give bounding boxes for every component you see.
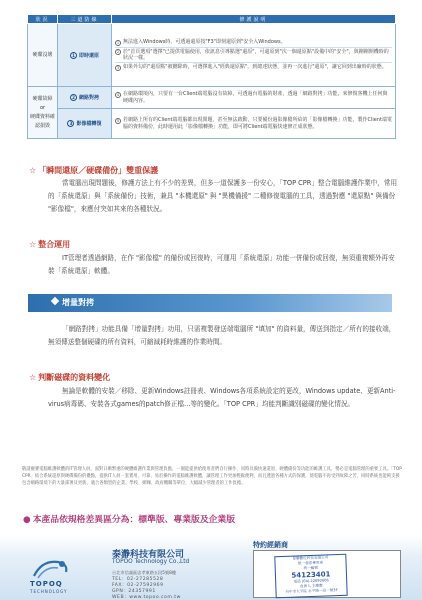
mode-cell [58, 87, 112, 109]
description-item [115, 38, 392, 47]
section-body-dual-protection: 當電腦出現問題後，修護方法上有不少的差異，但多一道保護多一份安心，「TOP CPR」整合電腦維護作業中，常用的「系統還原」與「系統備份」技術，兼具 "本機還原" 與 "異機備援" 二種修復電腦的工具，透過對應 "還原點" 與備份 "影像檔"，來應付突如其來的各種狀況。 [48, 179, 398, 213]
logo-wordmark: TOPOQ [30, 580, 63, 588]
mode-label: 影像檔轉復 [76, 121, 102, 127]
section-title-dual-protection [29, 165, 158, 176]
company-name: 泰瀞科技有限公司 [112, 550, 185, 560]
item-number: 4 [116, 92, 120, 97]
edition-highlight-text: 本產品依規格差異區分為：標準版、專業版及企業版 [32, 515, 236, 525]
company-name-english: TOPOO Technology Co.,Ltd [112, 559, 190, 565]
stamp-number: 54123401 [291, 570, 331, 580]
company-address: 台北市信義區忠孝東路五段5號8樓 [112, 570, 176, 575]
description-item [115, 47, 392, 63]
mode-number: 2 [70, 94, 77, 101]
header-defense: 三道防線 [58, 15, 112, 24]
section-body-incremental-copy: 「網路對拷」功能具備「增量對拷」功用，只需複製發送端電腦所 "填加" 的資料量，傳送到指定／所有的接收端，無須傳送整個硬碟的所有資料，可縮減耗時維護的作業時間。 [48, 325, 396, 346]
section-title-text: 整合運用 [38, 240, 71, 249]
status-cell: 硬碟故障 or 硬碟資料確認損毀 [28, 87, 58, 139]
company-gpn: GPN：24357991 [112, 589, 156, 594]
stamp-line: 統一發票專用章 [297, 560, 324, 566]
table-row [28, 109, 396, 139]
section-title-text: 判斷磁碟的資料變化 [38, 373, 111, 382]
mode-number: 1 [70, 52, 77, 59]
mode-number: 3 [67, 120, 74, 127]
description-item [115, 62, 392, 72]
dealer-stamp [274, 554, 347, 598]
table-header-row [28, 15, 396, 24]
header-status: 狀況 [28, 15, 58, 24]
edition-highlight [23, 512, 235, 525]
stamp-line: 台中市太平區 [285, 589, 308, 594]
section-body-disk-changes: 無論是軟體的安裝／移除、更新Windows註冊表、Windows各項系統設定的更改，Windows update、更新Anti-virus病毒碼、安裝各式games的patch修正檔…等的變化。「TOP CPR」均能判斷識別磁碟的變化情況。 [48, 387, 396, 408]
company-tel: TEL：02-27285528 [112, 577, 164, 582]
stamp-line: 電話 (04)-22692606 [293, 578, 329, 584]
item-number: 3 [116, 65, 120, 70]
section-title-integration [29, 239, 70, 250]
item-text: 如果外勾的"還原點"被刪除時，可選擇進入"經典還原點"，到總達狀態，並再一次進行"還原"，讓它回到出廠時的狀態。 [123, 64, 387, 71]
stamp-line: 永平路一段一號3F [308, 588, 338, 594]
stamp-line: 星聯數位科技有限公司 [292, 555, 329, 561]
description-cell [112, 24, 396, 87]
item-text: 於"首頁選項"選擇"已提供電腦使用，依訊息引導點選"還原"，可還原到"次一個還原點"設備中的"安全"，與剛剛開機時的狀況一樣。 [123, 48, 389, 61]
mode-label: 即時還原 [78, 52, 99, 59]
section-title-text: 「瞬間還原／硬碟備份」雙重保護 [38, 166, 159, 175]
status-text: 硬碟故障 [32, 95, 53, 102]
description-cell [112, 87, 396, 109]
stamp-line: 統一編號 [303, 565, 318, 571]
section-title-disk-changes [29, 372, 110, 383]
logo-subtitle: TECHNOLOGY [30, 589, 68, 594]
item-number: 1 [116, 40, 120, 45]
item-text: 無法進入Windows時，可透過還原按"F3"即刻還原到"安全入Windows。 [123, 39, 286, 46]
banner-title [52, 297, 138, 309]
comparison-table [27, 14, 396, 139]
star-icon: ☆ [29, 166, 37, 175]
banner-title-text: 增量對拷 [62, 298, 94, 307]
item-number: 5 [116, 118, 120, 123]
diamond-icon [51, 297, 59, 305]
mode-label: 網路對拷 [78, 95, 99, 101]
status-cell: 硬碟沒壞 [28, 24, 58, 87]
status-text: 硬碟資料確認損毀 [29, 113, 55, 129]
section-body-integration: IT管理者透過網路，在作 "影像檔" 的備份或回復時，可運用「系統還原」功能一併備份或回復，無須重複額外再安裝「系統還原」軟體。 [48, 254, 395, 275]
star-icon: ☆ [29, 373, 37, 382]
mode-cell [58, 24, 112, 87]
fine-print: 敬請慶審電腦維護軟體的IT管理人員，面對日漸繁重的硬體維護作業與管理負擔，一個能提供給使用者們自行操作、同時具備快速還原、硬體備份等功能的維護工具，勢必是電腦管理的重要工具。「TOP CPR」結合系統還原與硬碟備份的優點，提供IT人員一套實用、可靠、易於操作的電腦維護軟體，讓管理工作更加輕鬆便利，而且透過各種方式的保護，使電腦不再受到故障之苦。同時系統也能夠支援包含網路環境下的大量部署及更新，適合各類型的企業、學校、網咖、政府機關等單位，大幅減少管理者的工作負擔。 [22, 467, 402, 486]
company-fax: FAX：02-27592969 [112, 583, 164, 588]
bullet-dot-icon: ● [23, 515, 31, 525]
dealer-title: 特約經銷商 [253, 541, 288, 549]
stamp-line: 負責人 王慶豐 [299, 583, 323, 589]
header-description: 修護說明 [112, 15, 396, 24]
description-item [115, 116, 392, 131]
table-row [28, 87, 396, 109]
description-item [115, 90, 392, 105]
item-text: 在網路環境內，只要有一台Client端電腦沒有故障，可透過台電腦的財產，透過「網路對拷」功能，來修復客機上任何與硬碟內容。 [123, 91, 388, 104]
mode-cell [58, 109, 112, 139]
description-cell [112, 109, 396, 139]
item-number: 2 [116, 50, 120, 55]
table-row [28, 24, 396, 87]
company-web: WEB：www.topoo.com.tw [112, 595, 181, 600]
item-text: 若網路上所有的Client端電腦都出現問題，甚至無法啟動，只要備份過影像檔所給的「影像檔轉換」功能，製作Client端電腦的資料備份，此時運用此「影像檔轉換」功能，即可將Client端電腦快速修正成狀態。 [123, 117, 392, 130]
star-icon: ☆ [29, 240, 37, 249]
